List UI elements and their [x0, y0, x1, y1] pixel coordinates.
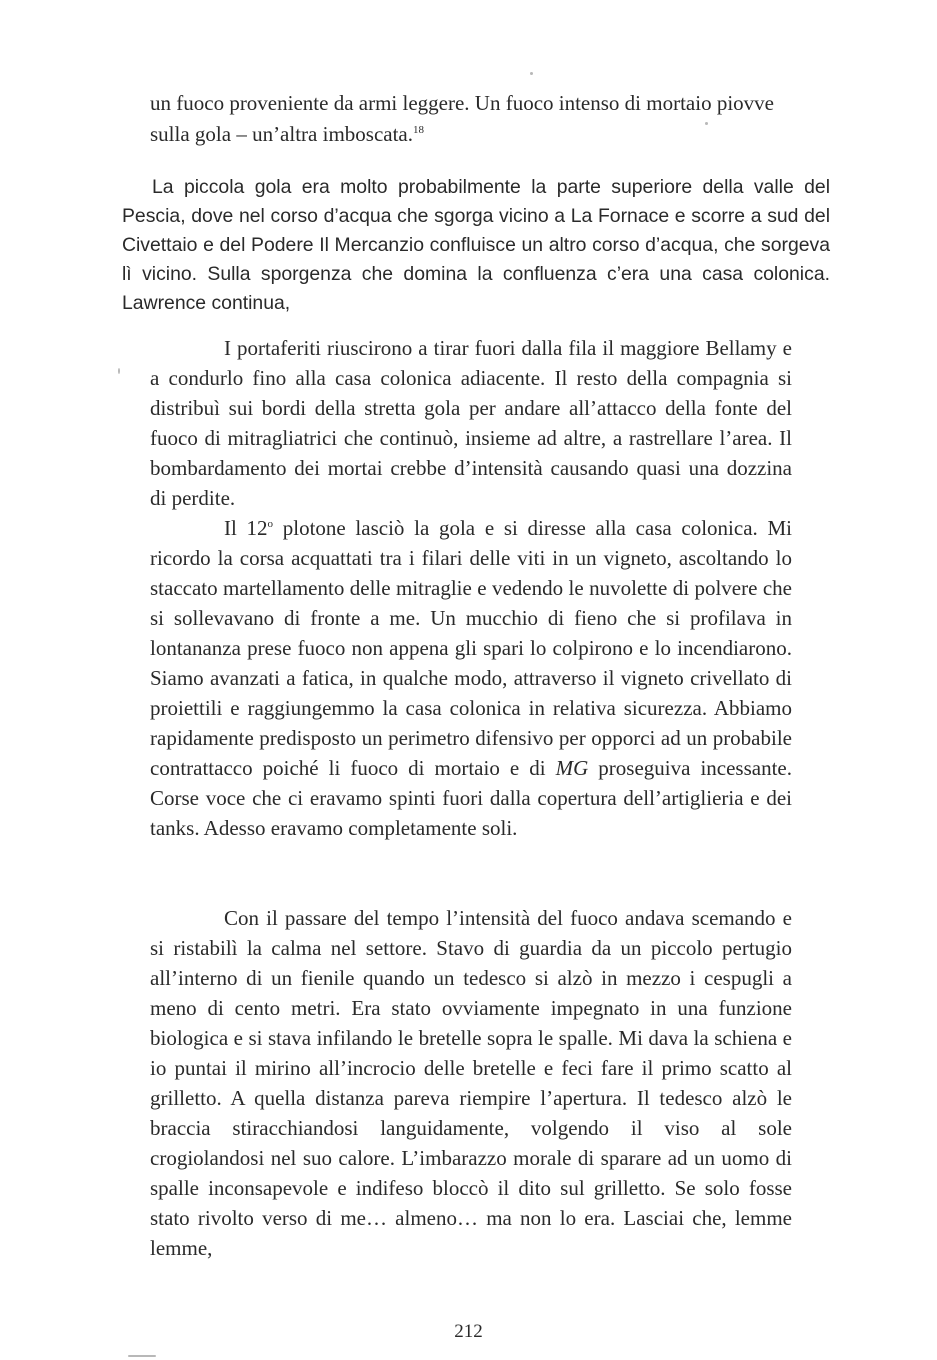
continuation-paragraph	[150, 88, 806, 150]
page-number: 212	[454, 1321, 483, 1342]
scan-speck	[705, 122, 708, 125]
quote-2-prefix: Il 12	[224, 516, 268, 540]
scan-speck	[118, 368, 120, 374]
quote-2-text: plotone lasciò la gola e si diresse alla casa colonica. Mi ricordo la corsa acquattati tra i filari delle viti in un vigneto, ascoltando lo staccato martellamento delle mitraglie e vedendo le nuvolette di polvere che si sollevavano di fronte a me. Un mucchio di fieno che si profilava in lontananza prese fuoco non appena gli spari lo colpirono e lo incendiarono. Siamo avanzati a fatica, in qualche modo, attraverso il vigneto crivellato di proiettili e raggiungemmo la casa colonica in relativa sicurezza. Abbiamo rapidamente predisposto un perimetro difensivo per opporci ad un probabile contrattacco poiché li fuoco di mortaio e di	[150, 516, 792, 780]
mg-abbreviation: MG	[555, 756, 589, 780]
block-quote-paragraph-1	[150, 333, 792, 513]
block-quote-paragraph-2	[150, 513, 792, 843]
scan-speck	[530, 72, 533, 75]
quote-3-text: Con il passare del tempo l’intensità del fuoco andava scemando e si ristabilì la calma nel settore. Stavo di guardia da un piccolo pertugio all’interno di un fienile quando un tedesco si alzò in mezzo i cespugli a meno di cento metri. Era stato ovviamente impegnato in una funzione biologica e si stava infilando le bretelle sopra le spalle. Mi dava la schiena e io puntai il mirino all’incrocio delle bretelle e feci fare il primo scatto al grilletto. A quella distanza pareva riempire l’apertura. Il tedesco alzò le braccia stiracchiandosi languidamente, volgendo il viso al sole crogiolandosi nel suo calore. L’imbarazzo morale di sparare ad un uomo di spalle inconsapevole e indifeso bloccò il dito sul grilletto. Se solo fosse stato rivolto verso di me… almeno… ma non lo era. Lasciai che, lemme lemme,	[150, 906, 792, 1260]
quote-1-text: I portaferiti riuscirono a tirar fuori dalla fila il maggiore Bellamy e a condurlo fino alla casa colonica adiacente. Il resto della compagnia si distribuì sui bordi della stretta gola per andare all’attacco della fonte del fuoco di mitragliatrici che continuò, insieme ad altre, a rastrellare l’area. Il bombardamento dei mortai crebbe d’intensità causando quasi una dozzina di perdite.	[150, 336, 792, 510]
quote-2-ending: proseguiva incessante. Corse voce che ci eravamo spinti fuori dalla copertura dell’artiglieria e dei tanks. Adesso eravamo completamente soli.	[150, 756, 792, 840]
continuation-text: un fuoco proveniente da armi leggere. Un fuoco intenso di mortaio piovve sulla gola – un’altra imboscata.	[150, 91, 774, 146]
ordinal-indicator: o	[267, 518, 274, 530]
narrative-text: La piccola gola era molto probabilmente la parte superiore della valle del Pescia, dove nel corso d’acqua che sgorga vicino a La Fornace e scorre a sud del Civettaio e del Podere Il Mercanzio confluisce un altro corso d’acqua, che sorgeva lì vicino. Sulla sporgenza che domina la confluenza c’era una casa colonica. Lawrence continua,	[122, 176, 830, 314]
scan-speck	[128, 1355, 156, 1357]
footnote-reference: 18	[413, 124, 425, 136]
block-quote-paragraph-3	[150, 903, 792, 1263]
narrative-paragraph	[122, 173, 830, 318]
